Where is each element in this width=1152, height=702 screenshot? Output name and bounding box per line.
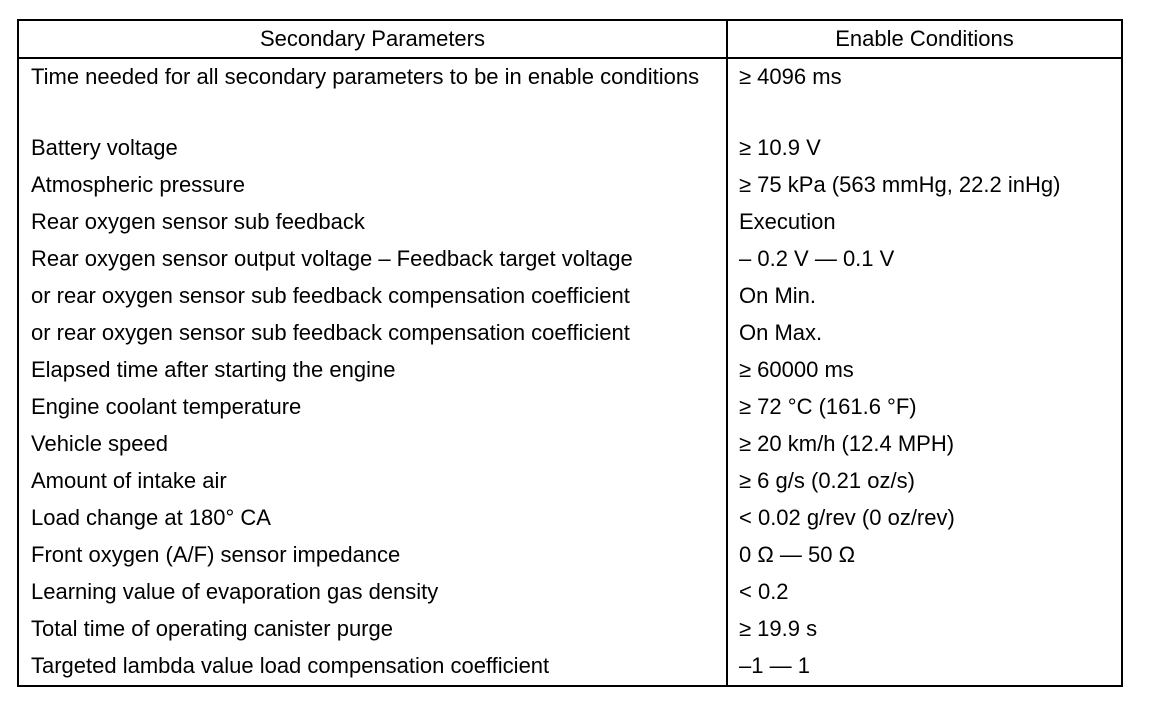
param-cell: Rear oxygen sensor output voltage – Feedback target voltage (18, 241, 727, 278)
header-enable-conditions: Enable Conditions (727, 20, 1122, 58)
param-cell: Total time of operating canister purge (18, 611, 727, 648)
table-row (18, 58, 1122, 130)
param-cell: Time needed for all secondary parameters to be in enable conditions (18, 58, 727, 130)
table-row (18, 574, 1122, 611)
table-row (18, 241, 1122, 278)
table-row (18, 500, 1122, 537)
condition-cell: On Min. (739, 283, 817, 308)
param-cell: Targeted lambda value load compensation coefficient (18, 648, 727, 686)
condition-cell: ≥ 4096 ms (739, 64, 842, 89)
condition-cell: ≥ 72 °C (161.6 °F) (739, 394, 917, 419)
condition-cell: ≥ 60000 ms (739, 357, 854, 382)
condition-cell: On Max. (739, 320, 823, 345)
condition-cell: ≥ 75 kPa (563 mmHg, 22.2 inHg) (739, 172, 1061, 197)
condition-cell: ≥ 6 g/s (0.21 oz/s) (739, 468, 915, 493)
header-secondary-parameters: Secondary Parameters (18, 20, 727, 58)
table-row (18, 648, 1122, 686)
condition-cell: ≥ 10.9 V (739, 135, 821, 160)
table-row (18, 426, 1122, 463)
table-row (18, 130, 1122, 167)
param-cell: Atmospheric pressure (18, 167, 727, 204)
param-cell: Engine coolant temperature (18, 389, 727, 426)
condition-cell: < 0.02 g/rev (0 oz/rev) (739, 505, 955, 530)
table-row (18, 204, 1122, 241)
param-cell: Elapsed time after starting the engine (18, 352, 727, 389)
condition-cell: – 0.2 V — 0.1 V (739, 246, 895, 271)
param-cell: Amount of intake air (18, 463, 727, 500)
condition-cell: ≥ 19.9 s (739, 616, 818, 641)
condition-cell: Execution (739, 209, 836, 234)
table-row (18, 537, 1122, 574)
secondary-parameters-table (17, 19, 1123, 687)
param-cell: Load change at 180° CA (18, 500, 727, 537)
table-row (18, 463, 1122, 500)
param-cell: Front oxygen (A/F) sensor impedance (18, 537, 727, 574)
condition-cell: –1 — 1 (739, 653, 810, 678)
condition-cell: 0 Ω — 50 Ω (739, 542, 856, 567)
param-cell: or rear oxygen sensor sub feedback compensation coefficient (18, 315, 727, 352)
param-cell: Learning value of evaporation gas density (18, 574, 727, 611)
table-row (18, 611, 1122, 648)
table-row (18, 167, 1122, 204)
table-row (18, 315, 1122, 352)
condition-cell: ≥ 20 km/h (12.4 MPH) (739, 431, 955, 456)
param-cell: or rear oxygen sensor sub feedback compensation coefficient (18, 278, 727, 315)
param-cell: Battery voltage (18, 130, 727, 167)
param-cell: Vehicle speed (18, 426, 727, 463)
table-header-row (18, 20, 1122, 58)
table-row (18, 278, 1122, 315)
table-row (18, 352, 1122, 389)
parameters-table-container (17, 19, 1121, 687)
table-row (18, 389, 1122, 426)
condition-cell: < 0.2 (739, 579, 789, 604)
param-cell: Rear oxygen sensor sub feedback (18, 204, 727, 241)
